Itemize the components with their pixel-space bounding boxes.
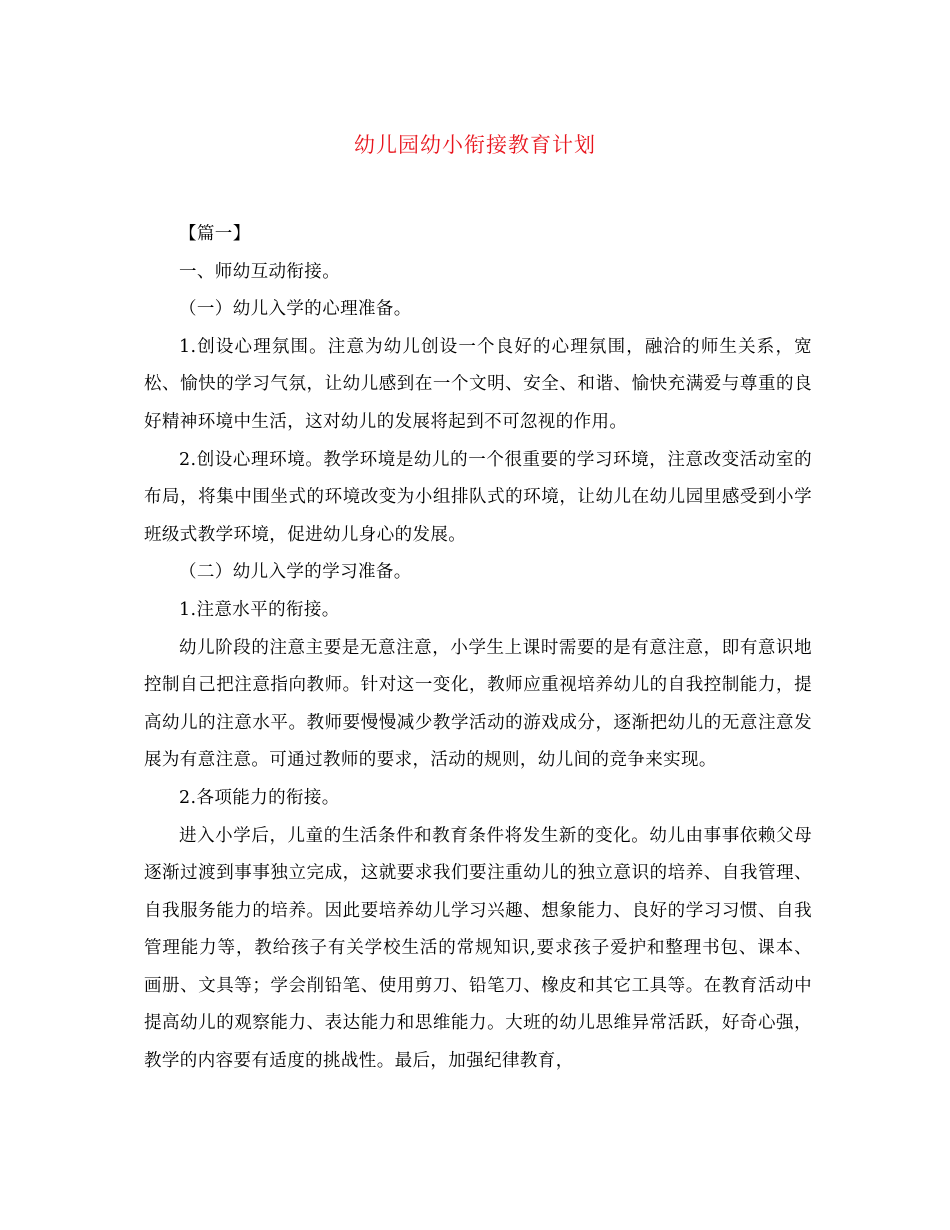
paragraph: 1.创设心理氛围。注意为幼儿创设一个良好的心理氛围，融洽的师生关系，宽松、愉快的学习气氛，让幼儿感到在一个文明、安全、和谐、愉快充满爱与尊重的良好精神环境中生活，这对幼儿的发展将起到不可忽视的作用。	[144, 336, 812, 432]
heading-level-2: （二）幼儿入学的学习准备。	[179, 562, 412, 583]
document-body	[144, 216, 812, 1081]
heading-level-1: 一、师幼互动衔接。	[179, 261, 341, 282]
section-heading: 【篇一】	[179, 224, 251, 244]
paragraph: 进入小学后，儿童的生活条件和教育条件将发生新的变化。幼儿由事事依赖父母逐渐过渡到事事独立完成，这就要求我们要注重幼儿的独立意识的培养、自我管理、自我服务能力的培养。因此要培养幼儿学习兴趣、想象能力、良好的学习习惯、自我管理能力等，教给孩子有关学校生活的常规知识,要求孩子爱护和整理书包、课本、画册、文具等；学会削铅笔、使用剪刀、铅笔刀、橡皮和其它工具等。在教育活动中提高幼儿的观察能力、表达能力和思维能力。大班的幼儿思维异常活跃，好奇心强，教学的内容要有适度的挑战性。最后，加强纪律教育，	[144, 825, 812, 1072]
paragraph: 幼儿阶段的注意主要是无意注意，小学生上课时需要的是有意注意，即有意识地控制自己把注意指向教师。针对这一变化，教师应重视培养幼儿的自我控制能力，提高幼儿的注意水平。教师要慢慢减少教学活动的游戏成分，逐渐把幼儿的无意注意发展为有意注意。可通过教师的要求，活动的规则，幼儿间的竞争来实现。	[144, 637, 812, 771]
document-title: 幼儿园幼小衔接教育计划	[354, 133, 596, 157]
heading-level-3: 2.各项能力的衔接。	[179, 787, 340, 808]
heading-level-3: 1.注意水平的衔接。	[179, 599, 340, 620]
heading-level-2: （一）幼儿入学的心理准备。	[179, 299, 412, 320]
paragraph: 2.创设心理环境。教学环境是幼儿的一个很重要的学习环境，注意改变活动室的布局，将集中围坐式的环境改变为小组排队式的环境，让幼儿在幼儿园里感受到小学班级式教学环境，促进幼儿身心的发展。	[144, 449, 812, 545]
